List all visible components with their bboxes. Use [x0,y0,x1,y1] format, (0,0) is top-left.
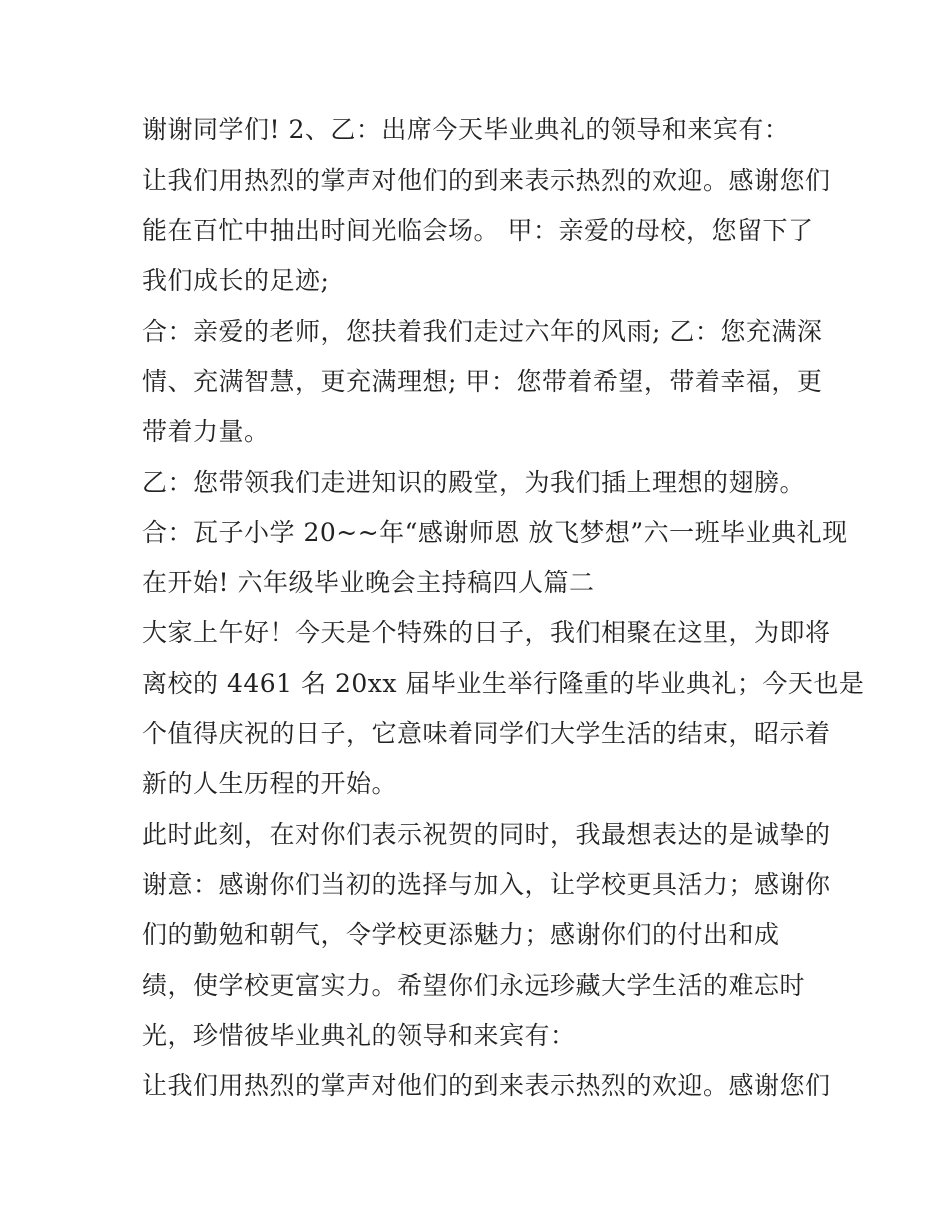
text-line: 谢意：感谢你们当初的选择与加入，让学校更具活力；感谢你 [142,870,831,899]
text-line: 们的勤勉和朝气，令学校更添魅力；感谢你们的付出和成 [142,920,780,949]
text-line: 新的人生历程的开始。 [142,769,398,798]
text-line: 在开始! 六年级毕业晚会主持稿四人篇二 [142,568,595,597]
text-line: 乙：您带领我们走进知识的殿堂，为我们插上理想的翅膀。 [142,468,806,497]
text-line: 大家上午好！今天是个特殊的日子，我们相聚在这里，为即将 [142,618,831,647]
text-line: 此时此刻，在对你们表示祝贺的同时，我最想表达的是诚挚的 [142,820,831,849]
text-line: 带着力量。 [142,417,270,446]
text-line: 谢谢同学们! 2、乙：出席今天毕业典礼的领导和来宾有： [142,115,790,144]
text-line: 个值得庆祝的日子，它意味着同学们大学生活的结束，昭示着 [142,719,831,748]
text-line: 绩，使学校更富实力。希望你们永远珍藏大学生活的难忘时 [142,971,806,1000]
text-line: 离校的 4461 名 20xx 届毕业生举行隆重的毕业典礼；今天也是 [142,669,865,698]
text-line: 光，珍惜彼毕业典礼的领导和来宾有： [142,1021,576,1050]
text-line: 合：瓦子小学 20~~年“感谢师恩 放飞梦想”六一班毕业典礼现 [142,518,848,547]
text-line: 我们成长的足迹; [142,266,330,295]
text-line: 情、充满智慧，更充满理想; 甲：您带着希望，带着幸福，更 [142,367,823,396]
text-line: 能在百忙中抽出时间光临会场。 甲：亲爱的母校，您留下了 [142,216,814,245]
text-line: 让我们用热烈的掌声对他们的到来表示热烈的欢迎。感谢您们 [142,1071,831,1100]
text-line: 让我们用热烈的掌声对他们的到来表示热烈的欢迎。感谢您们 [142,166,831,195]
text-line: 合：亲爱的老师，您扶着我们走过六年的风雨; 乙：您充满深 [142,317,823,346]
